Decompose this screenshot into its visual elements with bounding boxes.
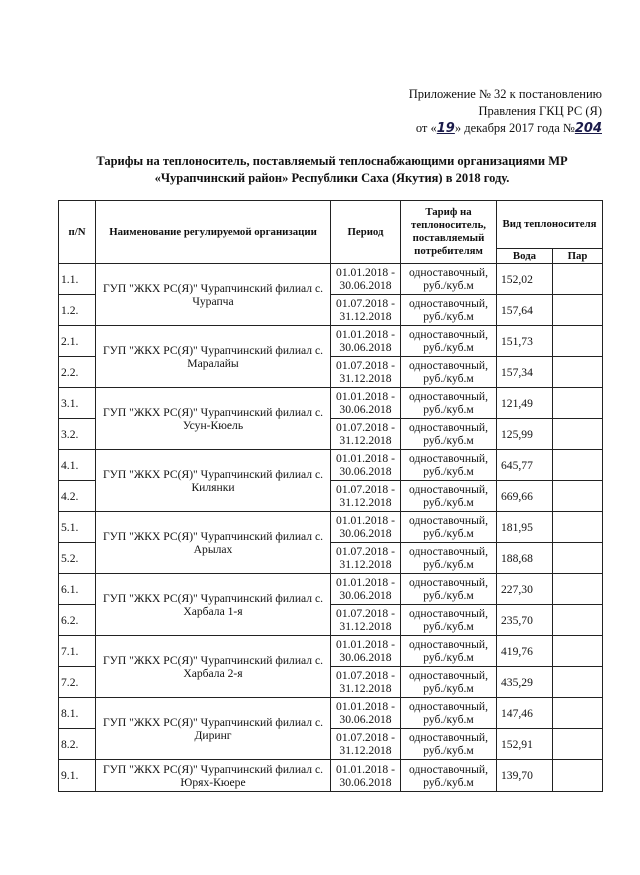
tariff-type-cell: одноставочный, руб./куб.м [401,543,497,574]
period-cell: 01.07.2018 - 31.12.2018 [331,543,401,574]
organization-name: ГУП "ЖКХ РС(Я)" Чурапчинский филиал с. Арылах [96,512,331,574]
organization-name: ГУП "ЖКХ РС(Я)" Чурапчинский филиал с. Харбала 2-я [96,636,331,698]
table-row [59,264,603,295]
document-title [52,153,612,187]
period-cell: 01.01.2018 - 30.06.2018 [331,760,401,792]
tariff-type-cell: одноставочный, руб./куб.м [401,388,497,419]
header-water: Вода [497,249,553,264]
table-body [59,264,603,792]
period-cell: 01.01.2018 - 30.06.2018 [331,512,401,543]
period-cell: 01.07.2018 - 31.12.2018 [331,481,401,512]
steam-value [553,326,603,357]
steam-value [553,698,603,729]
tariff-type-cell: одноставочный, руб./куб.м [401,760,497,792]
water-value: 139,70 [497,760,553,792]
handwritten-number: 204 [574,121,602,136]
water-value: 147,46 [497,698,553,729]
header-period: Период [331,201,401,264]
steam-value [553,388,603,419]
row-number: 5.2. [59,543,96,574]
row-number: 7.1. [59,636,96,667]
organization-name: ГУП "ЖКХ РС(Я)" Чурапчинский филиал с. Усун-Кюель [96,388,331,450]
tariff-type-cell: одноставочный, руб./куб.м [401,419,497,450]
row-number: 3.2. [59,419,96,450]
row-number: 8.2. [59,729,96,760]
water-value: 227,30 [497,574,553,605]
tariff-type-cell: одноставочный, руб./куб.м [401,264,497,295]
organization-name: ГУП "ЖКХ РС(Я)" Чурапчинский филиал с. Маралайы [96,326,331,388]
water-value: 125,99 [497,419,553,450]
period-cell: 01.07.2018 - 31.12.2018 [331,667,401,698]
steam-value [553,760,603,792]
water-value: 181,95 [497,512,553,543]
tariff-type-cell: одноставочный, руб./куб.м [401,481,497,512]
tariff-type-cell: одноставочный, руб./куб.м [401,667,497,698]
water-value: 152,91 [497,729,553,760]
steam-value [553,729,603,760]
period-cell: 01.07.2018 - 31.12.2018 [331,605,401,636]
steam-value [553,419,603,450]
period-cell: 01.01.2018 - 30.06.2018 [331,326,401,357]
water-value: 669,66 [497,481,553,512]
row-number: 7.2. [59,667,96,698]
tariff-type-cell: одноставочный, руб./куб.м [401,326,497,357]
period-cell: 01.01.2018 - 30.06.2018 [331,636,401,667]
water-value: 151,73 [497,326,553,357]
header-carrier-type: Вид теплоносителя [497,201,603,249]
steam-value [553,264,603,295]
row-number: 8.1. [59,698,96,729]
table-row [59,388,603,419]
row-number: 3.1. [59,388,96,419]
tariff-type-cell: одноставочный, руб./куб.м [401,605,497,636]
appendix-line-1: Приложение № 32 к постановлению [408,87,602,101]
tariff-type-cell: одноставочный, руб./куб.м [401,574,497,605]
water-value: 121,49 [497,388,553,419]
steam-value [553,481,603,512]
tariff-type-cell: одноставочный, руб./куб.м [401,636,497,667]
water-value: 235,70 [497,605,553,636]
steam-value [553,667,603,698]
row-number: 6.2. [59,605,96,636]
date-prefix: от « [415,121,437,135]
table-row [59,574,603,605]
period-cell: 01.01.2018 - 30.06.2018 [331,264,401,295]
organization-name: ГУП "ЖКХ РС(Я)" Чурапчинский филиал с. Чурапча [96,264,331,326]
steam-value [553,605,603,636]
row-number: 9.1. [59,760,96,792]
organization-name: ГУП "ЖКХ РС(Я)" Чурапчинский филиал с. Диринг [96,698,331,760]
tariff-type-cell: одноставочный, руб./куб.м [401,450,497,481]
handwritten-day: 19 [436,121,455,136]
appendix-line-2: Правления ГКЦ РС (Я) [478,104,602,118]
organization-name: ГУП "ЖКХ РС(Я)" Чурапчинский филиал с. Юрях-Кюере [96,760,331,792]
appendix-line-3 [409,120,602,137]
tariff-table [58,200,603,792]
table-row [59,760,603,792]
row-number: 1.1. [59,264,96,295]
table-row [59,450,603,481]
period-cell: 01.07.2018 - 31.12.2018 [331,419,401,450]
water-value: 152,02 [497,264,553,295]
table-row [59,326,603,357]
table-row [59,636,603,667]
row-number: 4.1. [59,450,96,481]
period-cell: 01.01.2018 - 30.06.2018 [331,698,401,729]
tariff-type-cell: одноставочный, руб./куб.м [401,512,497,543]
title-line-1: Тарифы на теплоноситель, поставляемый теплоснабжающими организациями МР [96,154,568,168]
header-num: п/N [59,201,96,264]
row-number: 2.1. [59,326,96,357]
steam-value [553,450,603,481]
tariff-type-cell: одноставочный, руб./куб.м [401,729,497,760]
steam-value [553,574,603,605]
period-cell: 01.07.2018 - 31.12.2018 [331,295,401,326]
water-value: 435,29 [497,667,553,698]
row-number: 1.2. [59,295,96,326]
tariff-type-cell: одноставочный, руб./куб.м [401,698,497,729]
header-steam: Пар [553,249,603,264]
water-value: 157,64 [497,295,553,326]
period-cell: 01.07.2018 - 31.12.2018 [331,357,401,388]
organization-name: ГУП "ЖКХ РС(Я)" Чурапчинский филиал с. Килянки [96,450,331,512]
water-value: 419,76 [497,636,553,667]
header-organization: Наименование регулируемой организации [96,201,331,264]
tariff-type-cell: одноставочный, руб./куб.м [401,295,497,326]
steam-value [553,543,603,574]
water-value: 645,77 [497,450,553,481]
row-number: 4.2. [59,481,96,512]
title-line-2: «Чурапчинский район» Республики Саха (Якутия) в 2018 году. [154,171,510,185]
water-value: 157,34 [497,357,553,388]
organization-name: ГУП "ЖКХ РС(Я)" Чурапчинский филиал с. Харбала 1-я [96,574,331,636]
date-suffix: » декабря 2017 года № [454,121,575,135]
table-row [59,698,603,729]
period-cell: 01.01.2018 - 30.06.2018 [331,450,401,481]
tariff-type-cell: одноставочный, руб./куб.м [401,357,497,388]
row-number: 5.1. [59,512,96,543]
table-row [59,512,603,543]
appendix-header [409,86,602,137]
period-cell: 01.01.2018 - 30.06.2018 [331,574,401,605]
row-number: 6.1. [59,574,96,605]
steam-value [553,512,603,543]
period-cell: 01.01.2018 - 30.06.2018 [331,388,401,419]
steam-value [553,357,603,388]
row-number: 2.2. [59,357,96,388]
period-cell: 01.07.2018 - 31.12.2018 [331,729,401,760]
steam-value [553,295,603,326]
steam-value [553,636,603,667]
header-tariff: Тариф на теплоноситель, поставляемый потребителям [401,201,497,264]
water-value: 188,68 [497,543,553,574]
